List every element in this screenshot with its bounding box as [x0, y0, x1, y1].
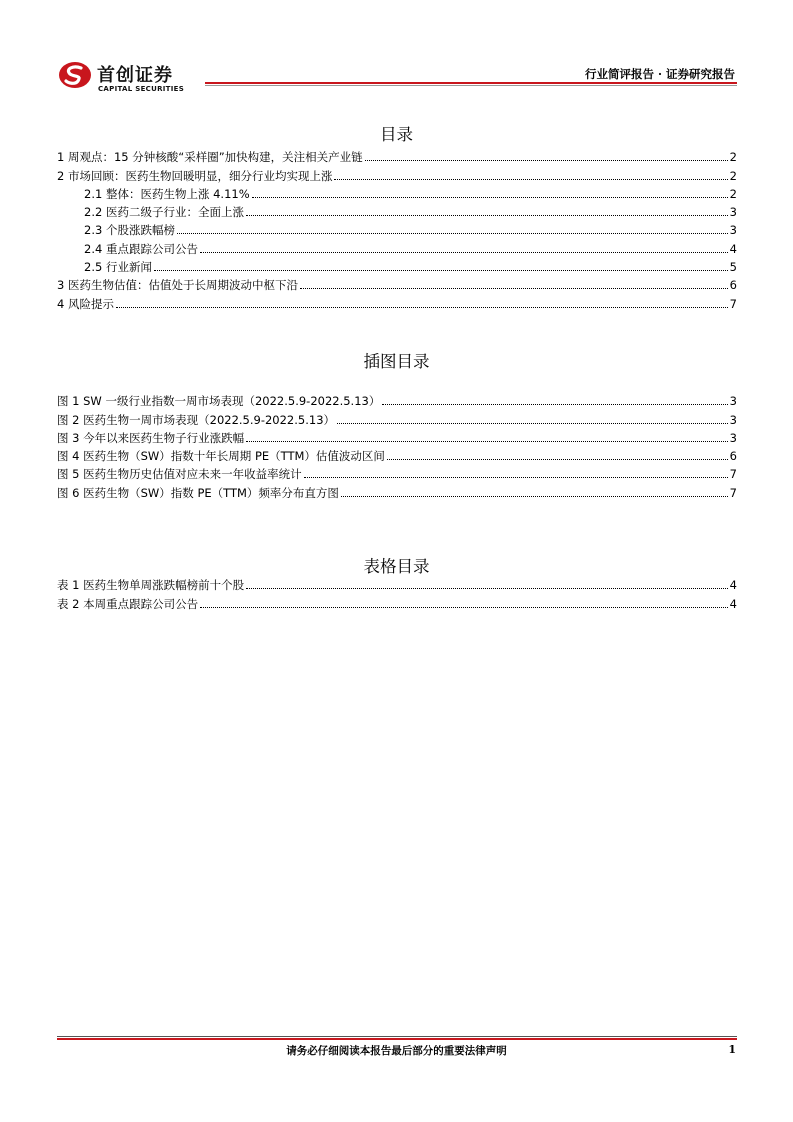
table-entry-page: 4 — [729, 578, 737, 593]
capital-securities-logo-icon — [57, 60, 93, 90]
figure-entry-text: 图 2 医药生物一周市场表现（2022.5.9-2022.5.13） — [57, 412, 336, 427]
figure-entry[interactable] — [57, 410, 737, 428]
figure-entry[interactable] — [57, 447, 737, 465]
company-logo — [57, 60, 217, 100]
figure-entry[interactable] — [57, 392, 737, 410]
toc-entry-leader-dots — [365, 159, 728, 161]
toc-entry-page: 2 — [729, 168, 737, 183]
figure-entry-leader-dots — [304, 476, 728, 478]
toc-entry-page: 2 — [729, 186, 737, 201]
toc-entry[interactable] — [57, 166, 737, 184]
toc-entry-text: 1 周观点：15 分钟核酸“采样圈”加快构建，关注相关产业链 — [57, 150, 363, 165]
toc-entry-text: 2.1 整体：医药生物上涨 4.11% — [84, 186, 250, 201]
toc-entry-leader-dots — [300, 287, 728, 289]
table-entry-text: 表 2 本周重点跟踪公司公告 — [57, 596, 199, 611]
figure-entry-leader-dots — [341, 495, 728, 497]
toc-entry-leader-dots — [116, 306, 728, 308]
toc-entry[interactable] — [57, 258, 737, 276]
toc-entry-page: 2 — [729, 150, 737, 165]
page-header — [0, 0, 793, 100]
toc-entry-page: 6 — [729, 278, 737, 293]
table-entry-leader-dots — [200, 606, 728, 608]
toc-entry[interactable] — [57, 221, 737, 239]
toc-entry-leader-dots — [252, 196, 728, 198]
table-entry-text: 表 1 医药生物单周涨跌幅榜前十个股 — [57, 578, 245, 593]
legal-notice: 请务必仔细阅读本报告最后部分的重要法律声明 — [286, 1045, 507, 1057]
figure-entry-page: 3 — [729, 430, 737, 445]
figure-entry-page: 7 — [729, 485, 737, 500]
toc-title: 目录 — [380, 125, 413, 144]
figure-entry-leader-dots — [382, 403, 727, 405]
figure-entry[interactable] — [57, 465, 737, 483]
toc-entry[interactable] — [57, 148, 737, 166]
figure-entry-text: 图 1 SW 一级行业指数一周市场表现（2022.5.9-2022.5.13） — [57, 394, 381, 409]
toc-entry-leader-dots — [177, 232, 728, 234]
figure-entry[interactable] — [57, 429, 737, 447]
toc-entry-leader-dots — [154, 269, 728, 271]
toc-entry-text: 3 医药生物估值：估值处于长周期波动中枢下沿 — [57, 278, 298, 293]
toc-list — [57, 148, 737, 313]
table-entry-leader-dots — [246, 587, 728, 589]
toc-entry[interactable] — [57, 185, 737, 203]
figure-entry-text: 图 3 今年以来医药生物子行业涨跌幅 — [57, 430, 245, 445]
toc-entry-page: 3 — [729, 205, 737, 220]
report-type-label: 行业简评报告 · 证券研究报告 — [584, 67, 735, 81]
toc-entry-leader-dots — [334, 178, 727, 180]
toc-entry[interactable] — [57, 276, 737, 294]
tables-title: 表格目录 — [363, 557, 430, 576]
toc-entry-text: 2.3 个股涨跌幅榜 — [84, 223, 175, 238]
figure-entry-page: 3 — [729, 394, 737, 409]
figure-entry-page: 7 — [729, 467, 737, 482]
figure-entry-text: 图 4 医药生物（SW）指数十年长周期 PE（TTM）估值波动区间 — [57, 449, 385, 464]
logo-english-name: CAPITAL SECURITIES — [98, 85, 185, 93]
figure-entry-leader-dots — [246, 440, 728, 442]
figure-entry[interactable] — [57, 483, 737, 501]
toc-entry[interactable] — [57, 294, 737, 312]
tables-list — [57, 576, 737, 613]
figures-list — [57, 392, 737, 502]
figure-entry-leader-dots — [387, 458, 728, 460]
toc-entry-page: 4 — [729, 241, 737, 256]
toc-entry[interactable] — [57, 239, 737, 257]
toc-entry-text: 2.5 行业新闻 — [84, 260, 152, 275]
table-entry[interactable] — [57, 594, 737, 612]
toc-entry-text: 2.4 重点跟踪公司公告 — [84, 241, 198, 256]
footer-red-rule — [57, 1038, 737, 1040]
toc-entry-text: 4 风险提示 — [57, 296, 114, 311]
toc-entry-leader-dots — [246, 214, 728, 216]
toc-entry-text: 2 市场回顾：医药生物回暖明显，细分行业均实现上涨 — [57, 168, 333, 183]
header-red-rule — [205, 82, 737, 84]
page-number: 1 — [728, 1043, 736, 1056]
toc-entry-page: 7 — [729, 296, 737, 311]
footer-gray-rule — [57, 1036, 737, 1037]
table-entry-page: 4 — [729, 596, 737, 611]
figure-entry-page: 6 — [729, 449, 737, 464]
figure-entry-text: 图 6 医药生物（SW）指数 PE（TTM）频率分布直方图 — [57, 485, 339, 500]
toc-entry-page: 5 — [729, 260, 737, 275]
toc-entry[interactable] — [57, 203, 737, 221]
figures-title: 插图目录 — [363, 352, 430, 371]
logo-chinese-name: 首创证券 — [97, 65, 173, 86]
header-gray-rule — [205, 85, 737, 86]
figure-entry-text: 图 5 医药生物历史估值对应未来一年收益率统计 — [57, 467, 302, 482]
figure-entry-page: 3 — [729, 412, 737, 427]
toc-entry-text: 2.2 医药二级子行业：全面上涨 — [84, 205, 244, 220]
figure-entry-leader-dots — [337, 422, 728, 424]
table-entry[interactable] — [57, 576, 737, 594]
toc-entry-page: 3 — [729, 223, 737, 238]
toc-entry-leader-dots — [200, 251, 728, 253]
